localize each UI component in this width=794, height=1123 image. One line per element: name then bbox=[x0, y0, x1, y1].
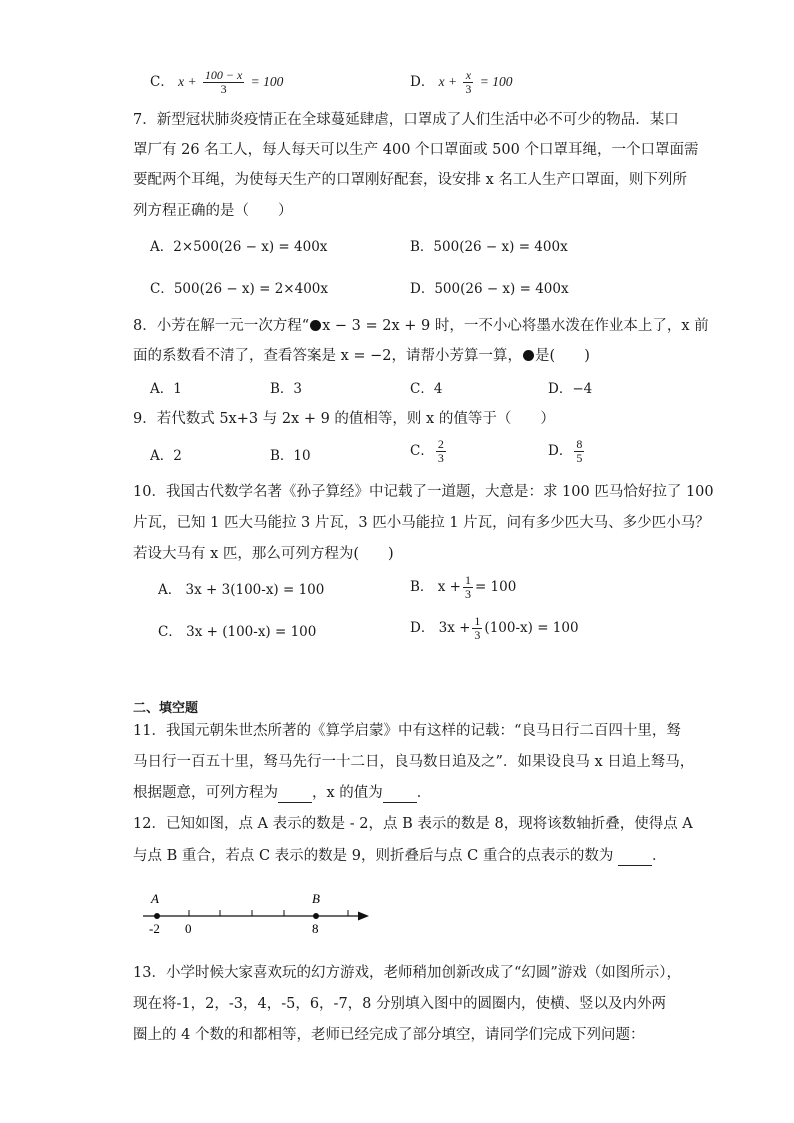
q12-line-1: 12．已知如图，点 A 表示的数是 - 2，点 B 表示的数是 8，现将该数轴折叠，使得点 A bbox=[133, 816, 693, 832]
expr: x + bbox=[438, 74, 458, 89]
q7-option-c: C．500(26 − x) = 2×400x bbox=[150, 281, 328, 297]
q8-text: 面的系数看不清了，查看答案是 x = −2，请帮小芳算一算， bbox=[133, 348, 523, 364]
q8-option-b: B．3 bbox=[270, 381, 303, 397]
point-b-dot bbox=[313, 913, 319, 919]
q8-text: 8．小芳在解一元一次方程“ bbox=[133, 318, 310, 334]
expr: (100-x) = 100 bbox=[484, 620, 579, 636]
q13-line-1: 13．小学时候大家喜欢玩的幻方游戏，老师稍加创新改成了“幻圆”游戏（如图所示）， bbox=[133, 965, 682, 981]
q10-line-2: 片瓦，已知 1 匹大马能拉 3 片瓦，3 匹小马能拉 1 片瓦，问有多少匹大马、多少匹小马？ bbox=[133, 515, 710, 531]
tick-label-0: 0 bbox=[185, 921, 192, 936]
fraction-denominator: 3 bbox=[465, 82, 472, 96]
q7-line-1: 7．新型冠状肺炎疫情正在全球蔓延肆虐，口罩成了人们生活中必不可少的物品．某口 bbox=[133, 112, 679, 128]
q8-option-c: C．4 bbox=[410, 381, 443, 397]
q7-line-2: 罩厂有 26 名工人，每人每天可以生产 400 个口罩面或 500 个口罩耳绳，一个口罩面需 bbox=[133, 142, 699, 158]
option-label: D． 3x + bbox=[410, 620, 471, 636]
q7-line-3: 要配两个耳绳，为使每天生产的口罩刚好配套，设安排 x 名工人生产口罩面，则下列所 bbox=[133, 172, 687, 188]
q7-line-4: 列方程正确的是（ ） bbox=[133, 203, 293, 219]
arrow-icon bbox=[358, 912, 369, 921]
point-b-label: B bbox=[312, 891, 320, 906]
q9-option-a: A．2 bbox=[150, 448, 182, 464]
q8-text: x − 3 = 2x + 9 时，一不小心将墨水泼在作业本上了，x 前 bbox=[322, 318, 709, 334]
point-a-dot bbox=[154, 913, 160, 919]
fraction-denominator: 5 bbox=[576, 451, 583, 465]
q9-option-b: B．10 bbox=[270, 448, 311, 464]
q8-text: 是( ) bbox=[535, 348, 590, 364]
option-label: D． bbox=[548, 443, 573, 459]
q10-line-3: 若设大马有 x 匹，那么可列方程为( ) bbox=[133, 546, 394, 562]
q12-text: 与点 B 重合，若点 C 表示的数是 9，则折叠后与点 C 重合的点表示的数为 bbox=[133, 848, 614, 864]
q11-text: ，x 的值为 bbox=[312, 785, 383, 801]
point-a-label: A bbox=[151, 891, 159, 906]
fraction-denominator: 3 bbox=[437, 451, 444, 465]
fraction-denominator: 3 bbox=[220, 82, 227, 96]
q9-line-1: 9．若代数式 5x+3 与 2x + 9 的值相等，则 x 的值等于（ ） bbox=[133, 411, 555, 427]
option-label: B． x + bbox=[410, 579, 461, 595]
q7-option-a: A．2×500(26 − x) = 400x bbox=[150, 239, 328, 255]
tick-label-8: 8 bbox=[312, 921, 319, 936]
q12-text: ． bbox=[651, 848, 667, 864]
q13-line-2: 现在将-1，2，-3，4，-5，6，-7，8 分别填入图中的圆圈内，使横、竖以及内外两 bbox=[133, 996, 667, 1012]
fraction-numerator: 8 bbox=[576, 437, 583, 451]
fraction-numerator: 1 bbox=[464, 573, 471, 587]
section-title: 二、填空题 bbox=[133, 701, 199, 716]
option-label: C． bbox=[410, 443, 434, 459]
fraction-denominator: 3 bbox=[474, 628, 481, 642]
fraction-numerator: x bbox=[463, 69, 473, 83]
fraction-numerator: 100 − x bbox=[204, 68, 243, 82]
q10-option-c: C． 3x + (100-x) = 100 bbox=[158, 624, 317, 640]
q11-text: 根据题意，可列方程为 bbox=[133, 785, 278, 801]
option-label: D． bbox=[410, 74, 435, 90]
expr: x + bbox=[178, 74, 197, 89]
q13-line-3: 圈上的 4 个数的和都相等，老师已经完成了部分填空，请同学们完成下列问题： bbox=[133, 1027, 645, 1043]
fraction-numerator: 2 bbox=[437, 437, 444, 451]
tick-label-neg2: -2 bbox=[149, 921, 160, 936]
expr: = 100 bbox=[474, 579, 517, 595]
expr: = 100 bbox=[250, 74, 284, 89]
fraction-denominator: 3 bbox=[464, 587, 471, 601]
q10-line-1: 10．我国古代数学名著《孙子算经》中记载了一道题，大意是：求 100 匹马恰好拉了 100 bbox=[133, 484, 714, 500]
q10-option-a: A． 3x + 3(100-x) = 100 bbox=[158, 582, 325, 598]
q7-option-b: B．500(26 − x) = 400x bbox=[410, 239, 568, 255]
expr: = 100 bbox=[479, 74, 513, 89]
q11-text: ． bbox=[416, 785, 432, 801]
q11-line-1: 11．我国元朝朱世杰所著的《算学启蒙》中有这样的记载：“良马日行二百四十里，驽 bbox=[133, 723, 681, 739]
q11-line-2: 马日行一百五十里，驽马先行一十二日，良马数日追及之”．如果设良马 x 日追上驽马， bbox=[133, 754, 695, 770]
option-label: C． bbox=[150, 74, 174, 90]
fraction-numerator: 1 bbox=[474, 614, 481, 628]
q8-option-d: D．−4 bbox=[548, 381, 593, 397]
q7-option-d: D．500(26 − x) = 400x bbox=[410, 281, 569, 297]
q8-option-a: A．1 bbox=[150, 381, 182, 397]
